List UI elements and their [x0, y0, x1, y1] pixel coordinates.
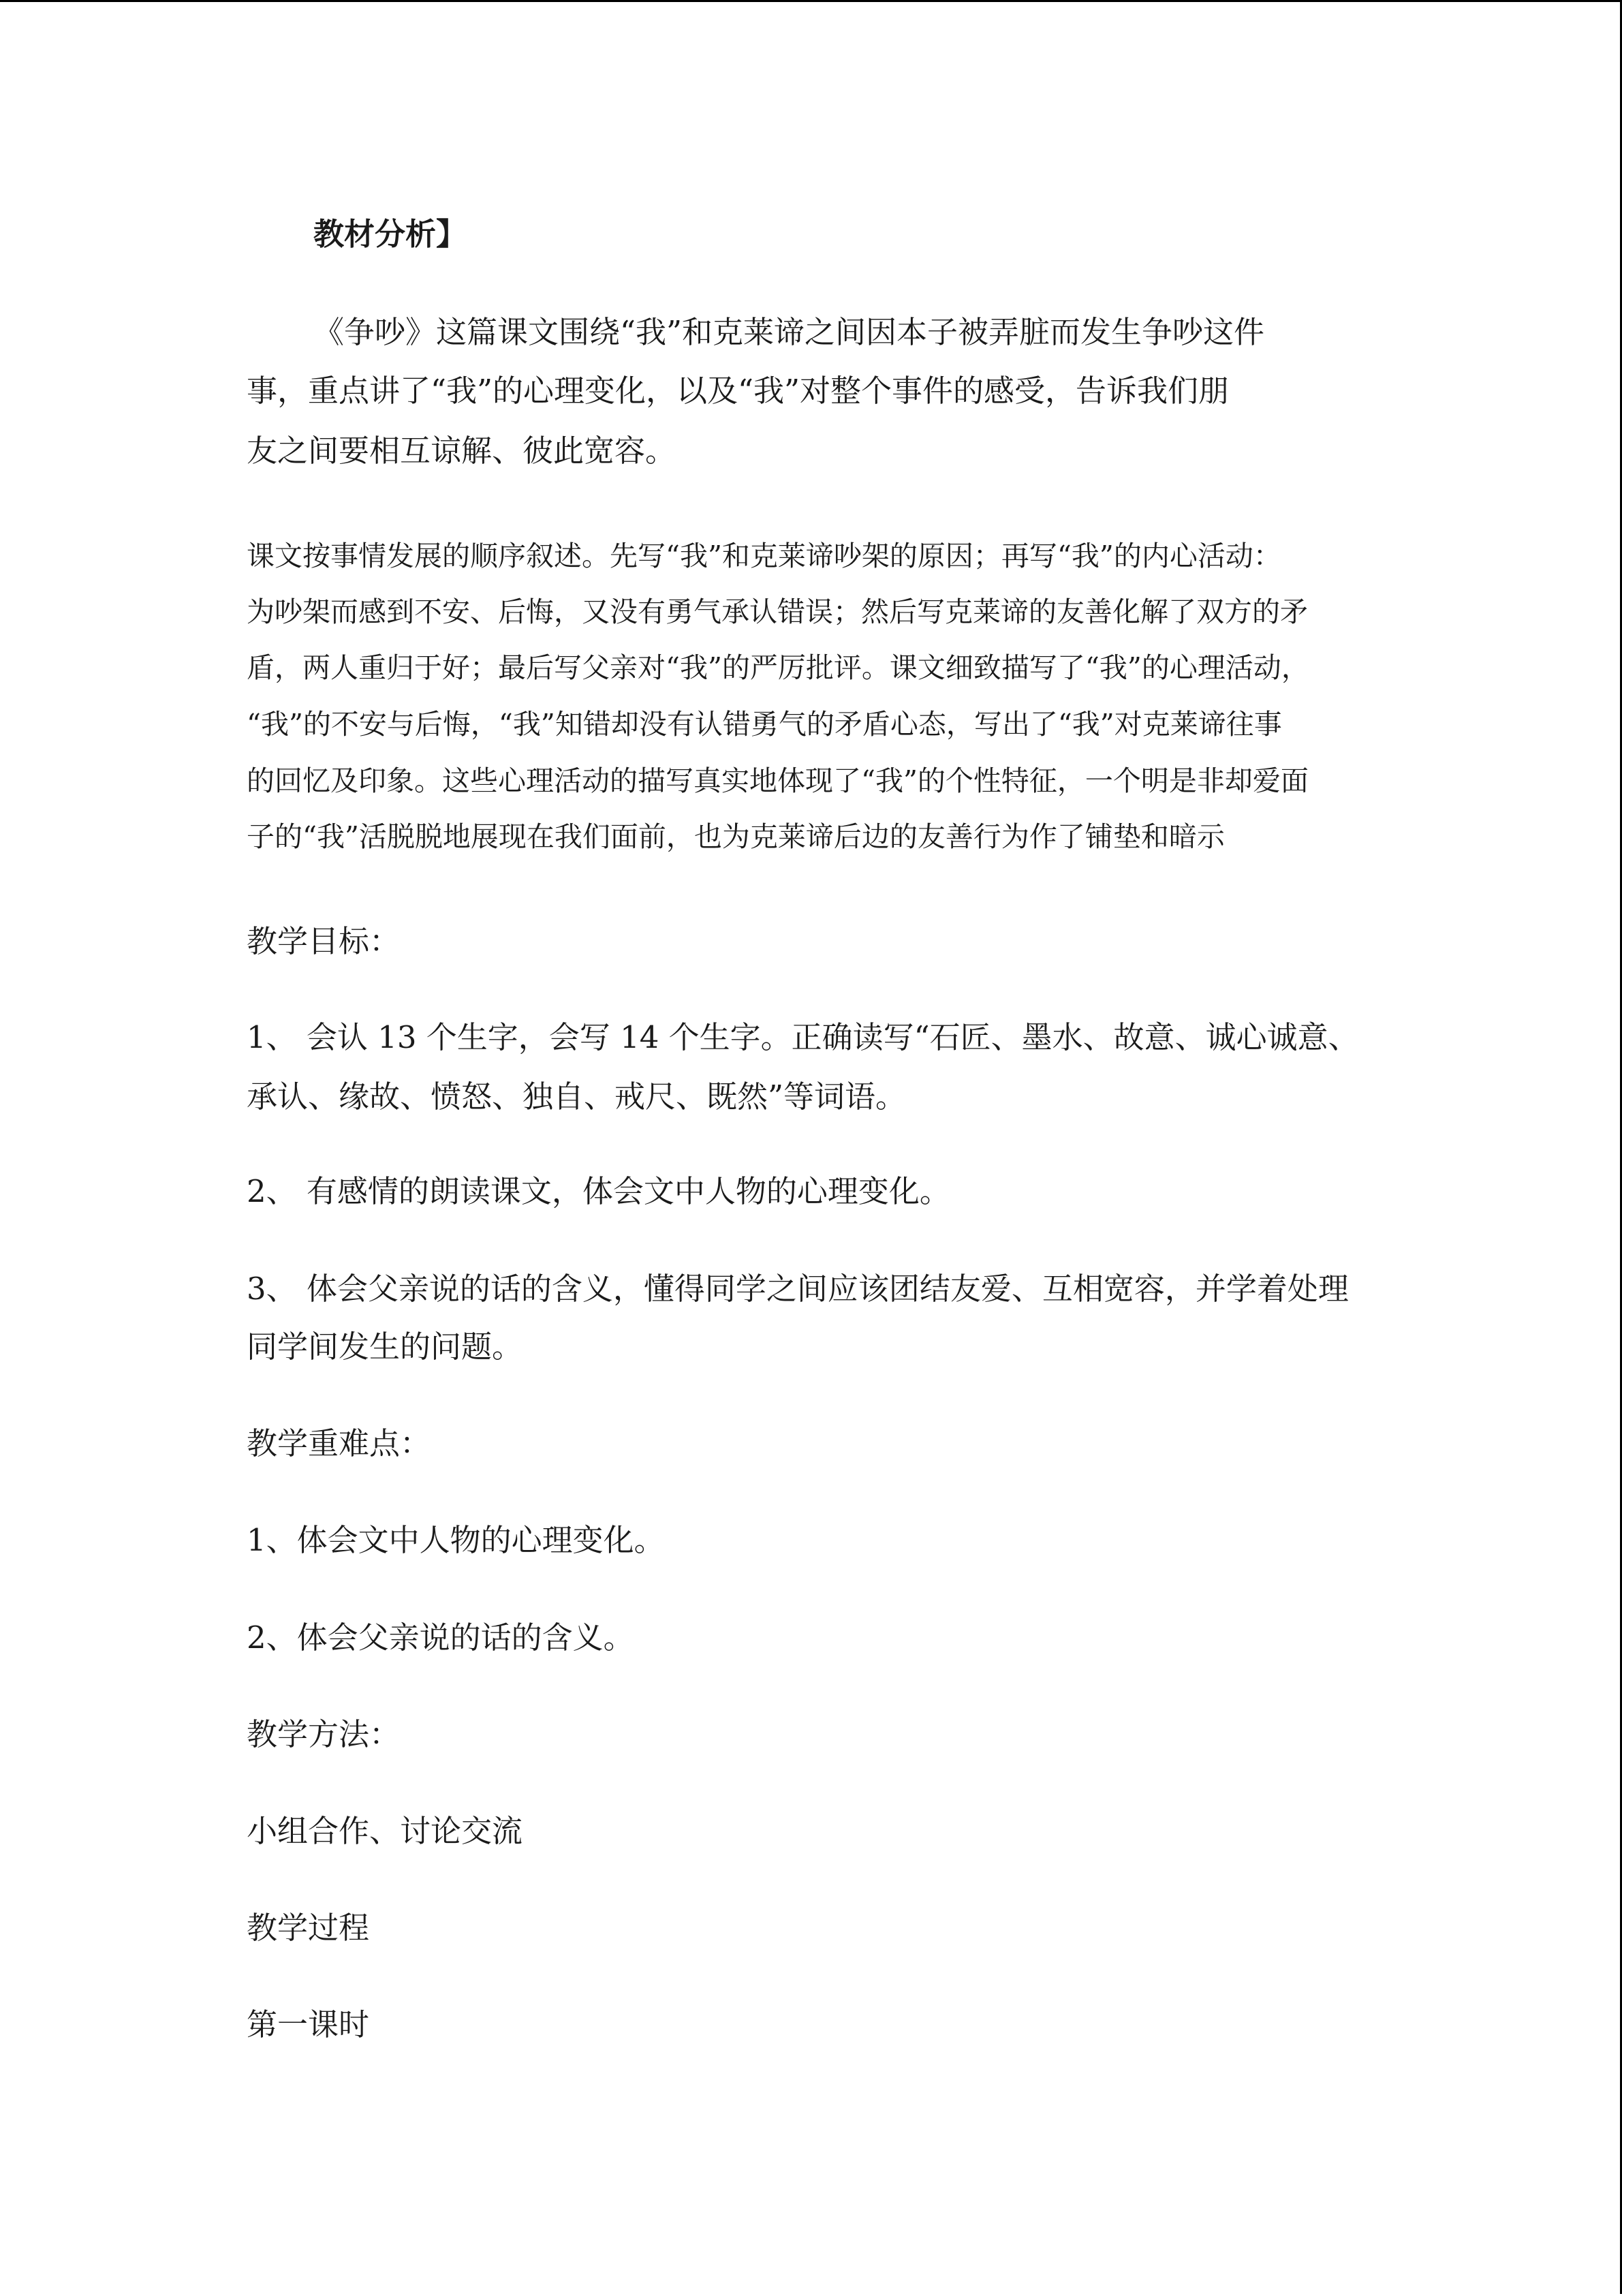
key-point-item-1: 1、体会文中人物的心理变化。 [247, 1522, 665, 1558]
intro-paragraph-line: 《争吵》这篇课文围绕“我”和克莱谛之间因本子被弄脏而发生争吵这件 [313, 314, 1265, 350]
teaching-process-title: 教学过程 [247, 1910, 370, 1946]
section-heading-material-analysis: 教材分析】 [313, 216, 467, 252]
teaching-goal-item-3-continued: 同学间发生的问题。 [247, 1329, 523, 1365]
analysis-paragraph-line: “我”的不安与后悔，“我”知错却没有认错勇气的矛盾心态，写出了“我”对克莱谛往事 [247, 708, 1282, 741]
teaching-goal-item-1-continued: 承认、缘故、愤怒、独自、戒尺、既然”等词语。 [247, 1079, 907, 1115]
teaching-goal-item-2: 2、 有感情的朗读课文，体会文中人物的心理变化。 [247, 1173, 950, 1209]
teaching-methods-text: 小组合作、讨论交流 [247, 1813, 523, 1849]
teaching-methods-title: 教学方法： [247, 1716, 401, 1752]
analysis-paragraph-line: 课文按事情发展的顺序叙述。先写“我”和克莱谛吵架的原因；再写“我”的内心活动： [247, 540, 1281, 572]
teaching-goals-title: 教学目标： [247, 923, 401, 959]
analysis-paragraph-line: 为吵架而感到不安、后悔，又没有勇气承认错误；然后写克莱谛的友善化解了双方的矛 [247, 595, 1308, 628]
analysis-paragraph-line: 子的“我”活脱脱地展现在我们面前，也为克莱谛后边的友善行为作了铺垫和暗示 [247, 820, 1225, 853]
intro-paragraph-line: 友之间要相互谅解、彼此宽容。 [247, 433, 676, 469]
key-points-title: 教学重难点： [247, 1425, 431, 1461]
key-point-item-2: 2、体会父亲说的话的含义。 [247, 1619, 634, 1656]
teaching-goal-item-1: 1、 会认 13 个生字，会写 14 个生字。正确读写“石匠、墨水、故意、诚心诚意、 [247, 1019, 1359, 1055]
analysis-paragraph-line: 盾，两人重归于好；最后写父亲对“我”的严厉批评。课文细致描写了“我”的心理活动， [247, 651, 1309, 684]
analysis-paragraph-line: 的回忆及印象。这些心理活动的描写真实地体现了“我”的个性特征，一个明是非却爱面 [247, 764, 1309, 797]
teaching-goal-item-3: 3、 体会父亲说的话的含义，懂得同学之间应该团结友爱、互相宽容，并学着处理 [247, 1271, 1349, 1307]
document-page [0, 2, 1622, 2296]
intro-paragraph-line: 事，重点讲了“我”的心理变化，以及“我”对整个事件的感受，告诉我们朋 [247, 373, 1230, 409]
first-lesson-title: 第一课时 [247, 2006, 370, 2043]
